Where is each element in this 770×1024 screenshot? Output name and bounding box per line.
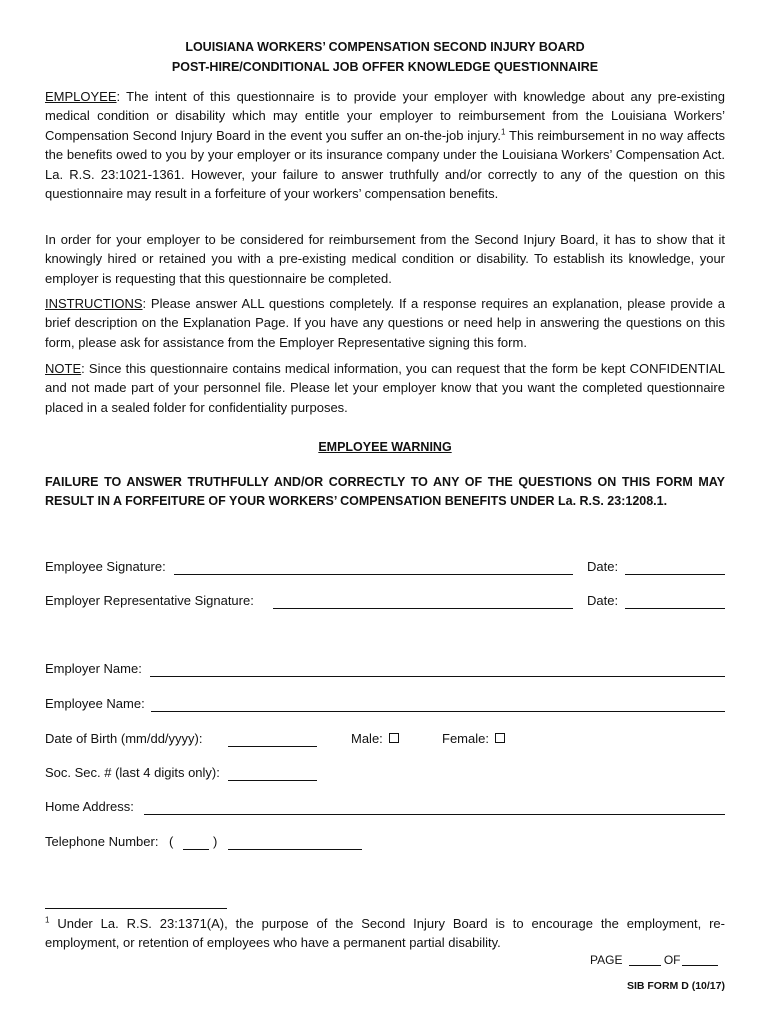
- instructions-paragraph: [45, 294, 725, 352]
- employer-rep-date-label: Date:: [587, 593, 619, 608]
- employer-rep-signature-row: [45, 593, 725, 613]
- home-address-row: [45, 799, 725, 819]
- ssn-label: Soc. Sec. # (last 4 digits only):: [45, 765, 220, 780]
- footnote: [45, 914, 725, 953]
- instructions-text: : Please answer ALL questions completely. If a response requires an explanation, please provide a brief description on the Explanation Page. If you have any questions or need help in answering the questions on this form, please ask for assistance from the Employer Representative signing this form.: [45, 296, 725, 350]
- employee-text-b: This reimbursement in no way affects the benefits owed to you by your employer or its insurance company under the Louisiana Workers’ Compensation Act. La. R.S. 23:1021-1361. However, your failure to answer truthfully and/or correctly to any of the question on this questionnaire may result in a forfeiture of your workers’ compensation benefits.: [45, 127, 725, 202]
- female-label: Female:: [442, 731, 489, 746]
- employer-rep-date-field[interactable]: [625, 608, 725, 609]
- employee-date-label: Date:: [587, 559, 619, 574]
- area-code-close-paren: ): [213, 834, 218, 849]
- employee-text-a: : The intent of this questionnaire is to provide your employer with knowledge about any pre-existing medical condition or disability which may entitle your employer to reimbursement from the Louisiana Workers’ Compensation Second Injury Board in the event you suffer an on-the-job injury.: [45, 89, 725, 143]
- employee-label: EMPLOYEE: [45, 89, 117, 104]
- of-label: OF: [663, 953, 681, 967]
- footnote-text: Under La. R.S. 23:1371(A), the purpose of the Second Injury Board is to encourage the employment, re-employment, or retention of employees who have a permanent partial disability.: [45, 916, 725, 951]
- reimbursement-paragraph: In order for your employer to be considered for reimbursement from the Second Injury Board, it has to show that it knowingly hired or retained you with a pre-existing medical condition or disability. To establish its knowledge, your employer is requesting that this questionnaire be completed.: [45, 232, 725, 286]
- employer-rep-signature-label: Employer Representative Signature:: [45, 593, 254, 608]
- home-address-label: Home Address:: [45, 799, 134, 814]
- employee-intro-paragraph: [45, 87, 725, 203]
- employer-name-row: [45, 661, 725, 681]
- employee-signature-label: Employee Signature:: [45, 559, 166, 574]
- note-paragraph: [45, 359, 725, 417]
- employee-signature-row: [45, 559, 725, 579]
- area-code-field[interactable]: [183, 849, 209, 850]
- employee-signature-field[interactable]: [174, 574, 573, 575]
- dob-gender-row: [45, 731, 725, 751]
- telephone-label: Telephone Number:: [45, 834, 159, 849]
- male-option[interactable]: [351, 731, 399, 746]
- employee-warning-text: FAILURE TO ANSWER TRUTHFULLY AND/OR CORRECTLY TO ANY OF THE QUESTIONS ON THIS FORM MAY RESULT IN A FORFEITURE OF YOUR WORKERS’ COMPENSATION BENEFITS UNDER La. R.S. 23:1208.1.: [45, 475, 725, 509]
- employer-name-label: Employer Name:: [45, 661, 142, 676]
- employee-name-row: [45, 696, 725, 716]
- employee-date-field[interactable]: [625, 574, 725, 575]
- home-address-field[interactable]: [144, 814, 725, 815]
- employee-name-field[interactable]: [151, 711, 725, 712]
- total-pages-field[interactable]: [682, 965, 718, 966]
- female-option[interactable]: [442, 731, 505, 746]
- form-title-line-2: POST-HIRE/CONDITIONAL JOB OFFER KNOWLEDGE QUESTIONNAIRE: [171, 60, 599, 74]
- employer-rep-signature-field[interactable]: [273, 608, 573, 609]
- dob-label: Date of Birth (mm/dd/yyyy):: [45, 731, 203, 746]
- telephone-row: [45, 834, 725, 854]
- ssn-row: [45, 765, 725, 785]
- note-label: NOTE: [45, 361, 82, 376]
- male-label: Male:: [351, 731, 383, 746]
- footnote-reference: 1: [501, 127, 506, 137]
- footnote-marker: 1: [45, 915, 50, 925]
- page-number: [590, 953, 718, 967]
- telephone-number-field[interactable]: [228, 849, 362, 850]
- area-code-open-paren: (: [169, 834, 174, 849]
- form-id: SIB FORM D (10/17): [626, 980, 725, 992]
- employer-name-field[interactable]: [150, 676, 725, 677]
- employee-name-label: Employee Name:: [45, 696, 145, 711]
- male-checkbox[interactable]: [389, 733, 399, 743]
- employee-warning-heading: EMPLOYEE WARNING: [318, 440, 452, 454]
- page-number-field[interactable]: [629, 965, 661, 966]
- note-text: : Since this questionnaire contains medical information, you can request that the form be kept CONFIDENTIAL and not made part of your personnel file. Please let your employer know that you want the completed questionnaire placed in a sealed folder for confidentiality purposes.: [45, 361, 725, 415]
- footnote-divider: [45, 908, 227, 909]
- female-checkbox[interactable]: [495, 733, 505, 743]
- instructions-label: INSTRUCTIONS: [45, 296, 143, 311]
- ssn-field[interactable]: [228, 780, 317, 781]
- form-title-line-1: LOUISIANA WORKERS’ COMPENSATION SECOND INJURY BOARD: [185, 40, 585, 54]
- page-label: PAGE: [590, 953, 623, 967]
- dob-field[interactable]: [228, 746, 317, 747]
